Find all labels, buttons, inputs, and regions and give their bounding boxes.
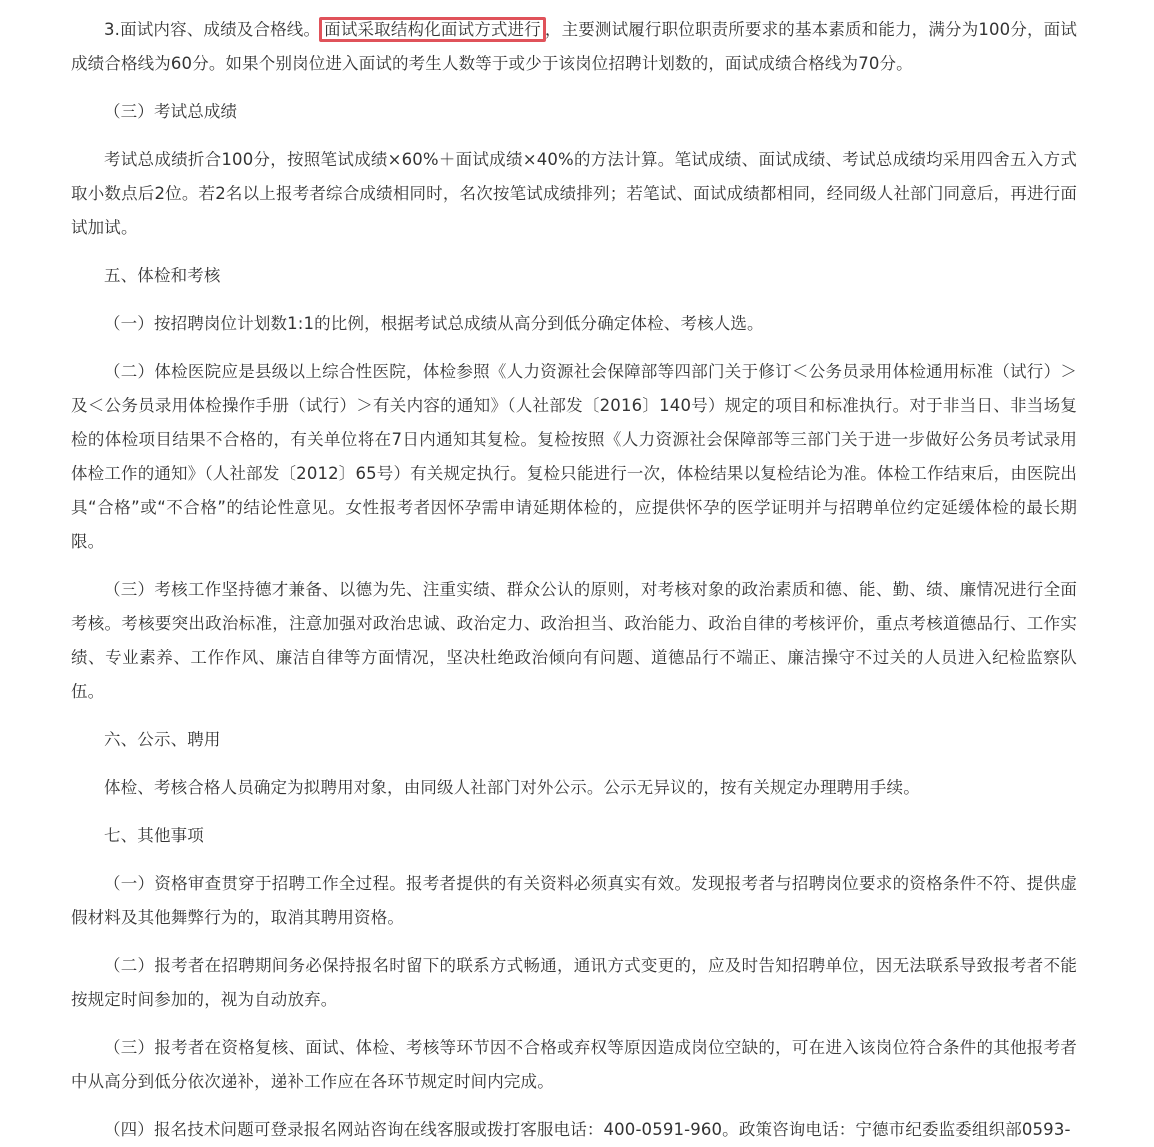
- paragraph-assessment: （三）考核工作坚持德才兼备、以德为先、注重实绩、群众公认的原则，对考核对象的政治素质和德、能、勤、绩、廉情况进行全面考核。考核要突出政治标准，注意加强对政治忠诚、政治定力、政治担当、政治能力、政治自律的考核评价，重点考核道德品行、工作实绩、专业素养、工作作风、廉洁自律等方面情况，坚决杜绝政治倾向有问题、道德品行不端正、廉洁操守不过关的人员进入纪检监察队伍。: [71, 580, 1077, 701]
- interview-tail-text: ，主要测试履行职位职责所要求的基本素质和能力，满分为100分，面试成绩合格线为60分。如果个别岗位进入面试的考生人数等于或少于该岗位招聘计划数的，面试成绩合格线为70分。: [71, 20, 1078, 73]
- paragraph-publicity: 体检、考核合格人员确定为拟聘用对象，由同级人社部门对外公示。公示无异议的，按有关规定办理聘用手续。: [104, 778, 920, 797]
- heading-total-score: （三）考试总成绩: [104, 102, 238, 121]
- paragraph-contact-info: （二）报考者在招聘期间务必保持报名时留下的联系方式畅通，通讯方式变更的，应及时告知招聘单位，因无法联系导致报考者不能按规定时间参加的，视为自动放弃。: [71, 956, 1077, 1009]
- heading-publicity-hiring: 六、公示、聘用: [104, 730, 221, 749]
- paragraph-qualification-review: （一）资格审查贯穿于招聘工作全过程。报考者提供的有关资料必须真实有效。发现报考者与招聘岗位要求的资格条件不符、提供虚假材料及其他舞弊行为的，取消其聘用资格。: [71, 874, 1077, 927]
- interview-lead-text: 3.面试内容、成绩及合格线。: [104, 20, 321, 39]
- paragraph-exam-hospital: （二）体检医院应是县级以上综合性医院，体检参照《人力资源社会保障部等四部门关于修订＜公务员录用体检通用标准（试行）＞及＜公务员录用体检操作手册（试行）＞有关内容的通知》（人社部发〔2016〕140号）规定的项目和标准执行。对于非当日、非当场复检的体检项目结果不合格的，有关单位将在7日内通知其复检。复检按照《人力资源社会保障部等三部门关于进一步做好公务员考试录用体检工作的通知》（人社部发〔2012〕65号）有关规定执行。复检只能进行一次，体检结果以复检结论为准。体检工作结束后，由医院出具“合格”或“不合格”的结论性意见。女性报考者因怀孕需申请延期体检的，应提供怀孕的医学证明并与招聘单位约定延缓体检的最长期限。: [71, 362, 1077, 551]
- heading-other-matters: 七、其他事项: [104, 826, 204, 845]
- highlighted-phrase: 面试采取结构化面试方式进行: [319, 17, 546, 42]
- heading-physical-exam: 五、体检和考核: [104, 266, 221, 285]
- paragraph-vacancy-backfill: （三）报考者在资格复核、面试、体检、考核等环节因不合格或弃权等原因造成岗位空缺的，可在进入该岗位符合条件的其他报考者中从高分到低分依次递补，递补工作应在各环节规定时间内完成。: [71, 1038, 1077, 1091]
- paragraph-tech-support: （四）报名技术问题可登录报名网站咨询在线客服或拨打客服电话：400-0591-960。政策咨询电话：宁德市纪委监委组织部0593-: [104, 1120, 1071, 1139]
- paragraph-exam-selection: （一）按招聘岗位计划数1:1的比例，根据考试总成绩从高分到低分确定体检、考核人选。: [104, 314, 764, 333]
- paragraph-interview-content: [71, 13, 1077, 81]
- paragraph-total-score: 考试总成绩折合100分，按照笔试成绩×60%＋面试成绩×40%的方法计算。笔试成绩、面试成绩、考试总成绩均采用四舍五入方式取小数点后2位。若2名以上报考者综合成绩相同时，名次按笔试成绩排列；若笔试、面试成绩都相同，经同级人社部门同意后，再进行面试加试。: [71, 150, 1077, 237]
